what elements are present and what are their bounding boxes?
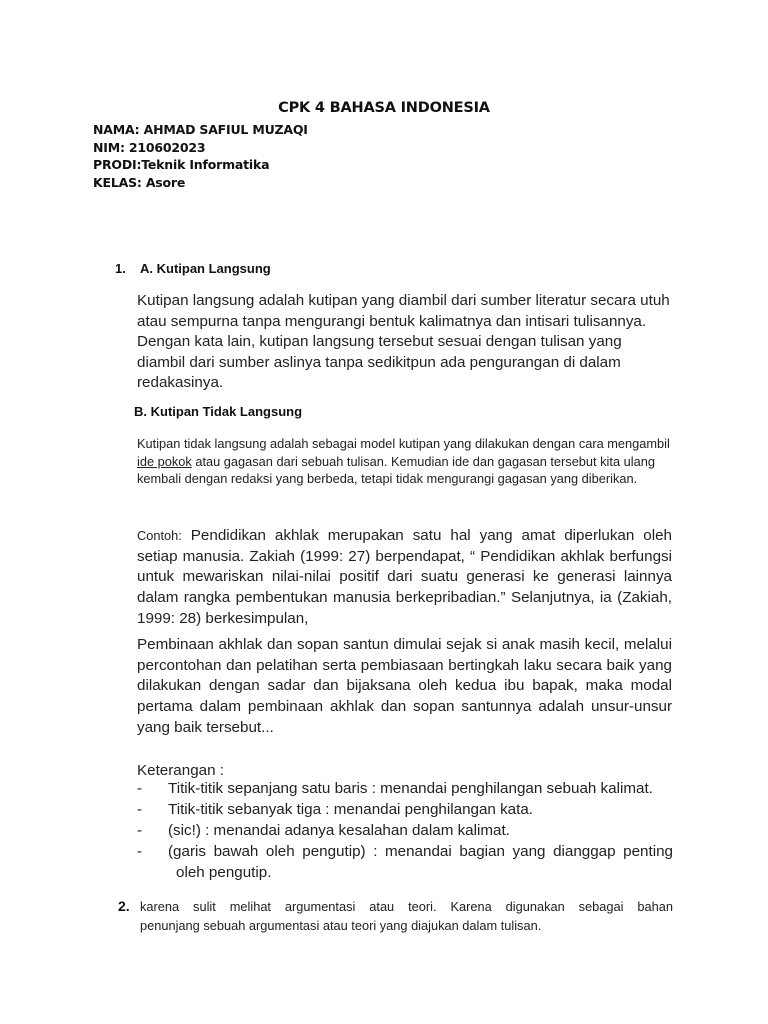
- paragraph-kutipan-tidak-langsung: [137, 435, 672, 488]
- paragraph-text: Kutipan tidak langsung adalah sebagai model kutipan yang dilakukan dengan cara mengambil: [137, 436, 670, 451]
- list-bullet: -: [137, 843, 143, 860]
- section-2-line-1: karena sulit melihat argumentasi atau teori. Karena digunakan sebagai bahan: [140, 899, 673, 914]
- list-bullet: -: [137, 822, 143, 839]
- student-nim: NIM: 210602023: [93, 140, 206, 155]
- list-item: Titik-titik sepanjang satu baris : menandai penghilangan sebuah kalimat.: [168, 780, 653, 797]
- list-item-continuation: oleh pengutip.: [176, 864, 272, 881]
- contoh-label: Contoh:: [137, 528, 182, 543]
- paragraph-text: atau gagasan dari sebuah tulisan. Kemudian ide dan gagasan tersebut kita ulang kembali dengan redaksi yang berbeda, tetapi tidak mengurangi gagasan yang diberikan.: [137, 453, 655, 486]
- contoh-text: Pendidikan akhlak merupakan satu hal yang amat diperlukan oleh setiap manusia. Zakiah (1999: 27) berpendapat, “ Pendidikan akhlak berfungsi untuk mewariskan nilai-nilai positif dari suatu generasi ke generasi lainnya dalam rangka pembentukan manusia berkepribadian.” Selanjutnya, ia (Zakiah, 1999: 28) berkesimpulan,: [137, 527, 672, 627]
- paragraph-contoh: [137, 526, 672, 630]
- student-prodi: PRODI:Teknik Informatika: [93, 157, 270, 172]
- heading-kutipan-langsung: A. Kutipan Langsung: [140, 261, 271, 276]
- section-2-line-2: penunjang sebuah argumentasi atau teori yang diajukan dalam tulisan.: [140, 918, 542, 933]
- heading-kutipan-tidak-langsung: B. Kutipan Tidak Langsung: [134, 404, 303, 419]
- student-kelas: KELAS: Asore: [93, 175, 186, 190]
- section-1-number: 1.: [115, 261, 126, 276]
- list-bullet: -: [137, 801, 143, 818]
- section-2-number: 2.: [118, 898, 130, 914]
- keterangan-label: Keterangan :: [137, 762, 224, 779]
- list-bullet: -: [137, 780, 143, 797]
- underlined-term: ide pokok: [137, 453, 192, 469]
- document-title: CPK 4 BAHASA INDONESIA: [278, 100, 490, 116]
- list-item: (garis bawah oleh pengutip) : menandai bagian yang dianggap penting: [168, 843, 673, 860]
- list-item: Titik-titik sebanyak tiga : menandai penghilangan kata.: [168, 801, 533, 818]
- block-quote: Pembinaan akhlak dan sopan santun dimulai sejak si anak masih kecil, melalui percontohan dan pelatihan serta pembiasaan bertingkah laku secara baik yang dilakukan dengan sadar dan bijaksana oleh kedua ibu bapak, maka modal pertama dalam pembinaan akhlak dan sopan santunnya adalah unsur-unsur yang baik tersebut...: [137, 636, 672, 736]
- list-item: (sic!) : menandai adanya kesalahan dalam kalimat.: [168, 822, 510, 839]
- paragraph-kutipan-langsung: Kutipan langsung adalah kutipan yang diambil dari sumber literatur secara utuh atau sempurna tanpa mengurangi bentuk kalimatnya dan intisari tulisannya. Dengan kata lain, kutipan langsung tersebut sesuai dengan tulisan yang diambil dari sumber aslinya tanpa sedikitpun ada pengurangan di dalam redakasinya.: [137, 292, 670, 391]
- student-name: NAMA: AHMAD SAFIUL MUZAQI: [93, 122, 308, 137]
